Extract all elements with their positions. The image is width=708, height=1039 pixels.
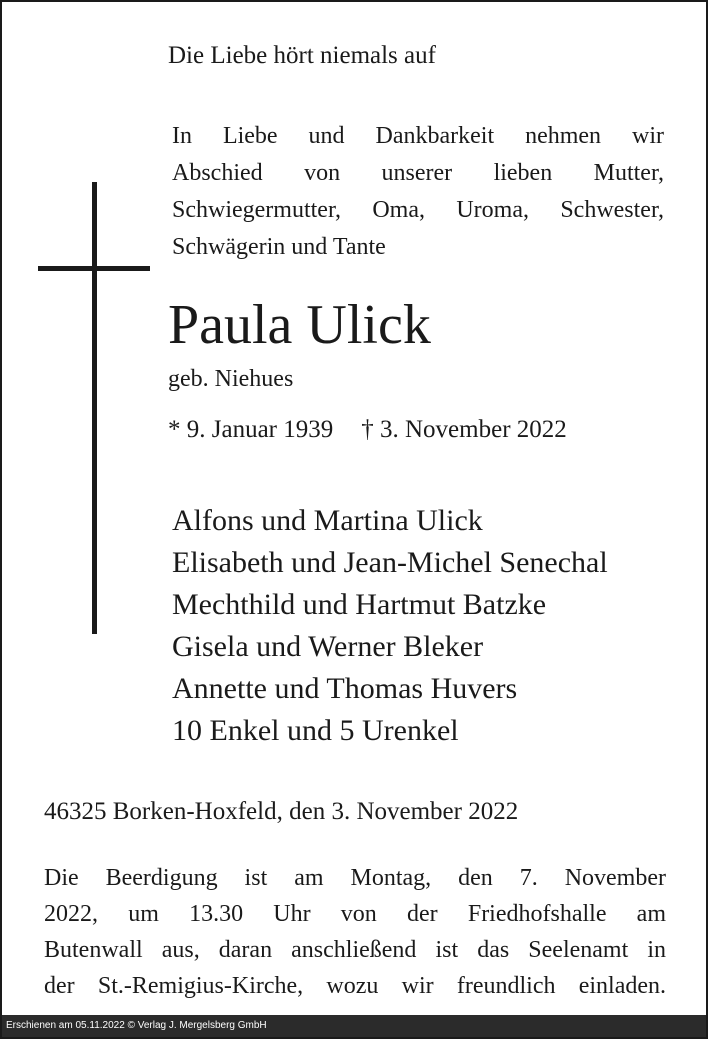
- death-date: † 3. November 2022: [361, 416, 567, 443]
- maiden-name: geb. Niehues: [168, 366, 294, 392]
- cross-horizontal-bar: [38, 266, 150, 271]
- funeral-line: 2022, um 13.30 Uhr von der Friedhofshalle am: [44, 901, 666, 927]
- mourner-entry: Elisabeth und Jean-Michel Senechal: [172, 546, 608, 579]
- funeral-line: der St.-Remigius-Kirche, wozu wir freundlich einladen.: [44, 973, 666, 999]
- intro-line: In Liebe und Dankbarkeit nehmen wir: [172, 123, 664, 149]
- place-and-date: 46325 Borken-Hoxfeld, den 3. November 2022: [44, 798, 519, 825]
- birth-date: * 9. Januar 1939: [168, 416, 334, 443]
- life-dates: [168, 414, 567, 446]
- mourner-entry: Gisela und Werner Bleker: [172, 630, 484, 663]
- mourner-entry: Alfons und Martina Ulick: [172, 504, 483, 537]
- deceased-name: Paula Ulick: [168, 294, 431, 356]
- mourner-entry: Annette und Thomas Huvers: [172, 672, 518, 705]
- mourners-list: [172, 500, 608, 752]
- cross-vertical-bar: [92, 182, 97, 634]
- intro-line: Schwägerin und Tante: [172, 234, 386, 260]
- mourner-entry: Mechthild und Hartmut Batzke: [172, 588, 547, 621]
- intro-line: Schwiegermutter, Oma, Uroma, Schwester,: [172, 197, 664, 223]
- funeral-details: [44, 860, 666, 1004]
- funeral-line: Die Beerdigung ist am Montag, den 7. November: [44, 865, 666, 891]
- mourner-entry: 10 Enkel und 5 Urenkel: [172, 714, 459, 747]
- motto: Die Liebe hört niemals auf: [168, 42, 436, 69]
- intro-line: Abschied von unserer lieben Mutter,: [172, 160, 664, 186]
- publication-footer: Erschienen am 05.11.2022 © Verlag J. Mergelsberg GmbH: [2, 1015, 706, 1037]
- intro-text: [172, 118, 664, 266]
- funeral-line: Butenwall aus, daran anschließend ist das Seelenamt in: [44, 937, 666, 963]
